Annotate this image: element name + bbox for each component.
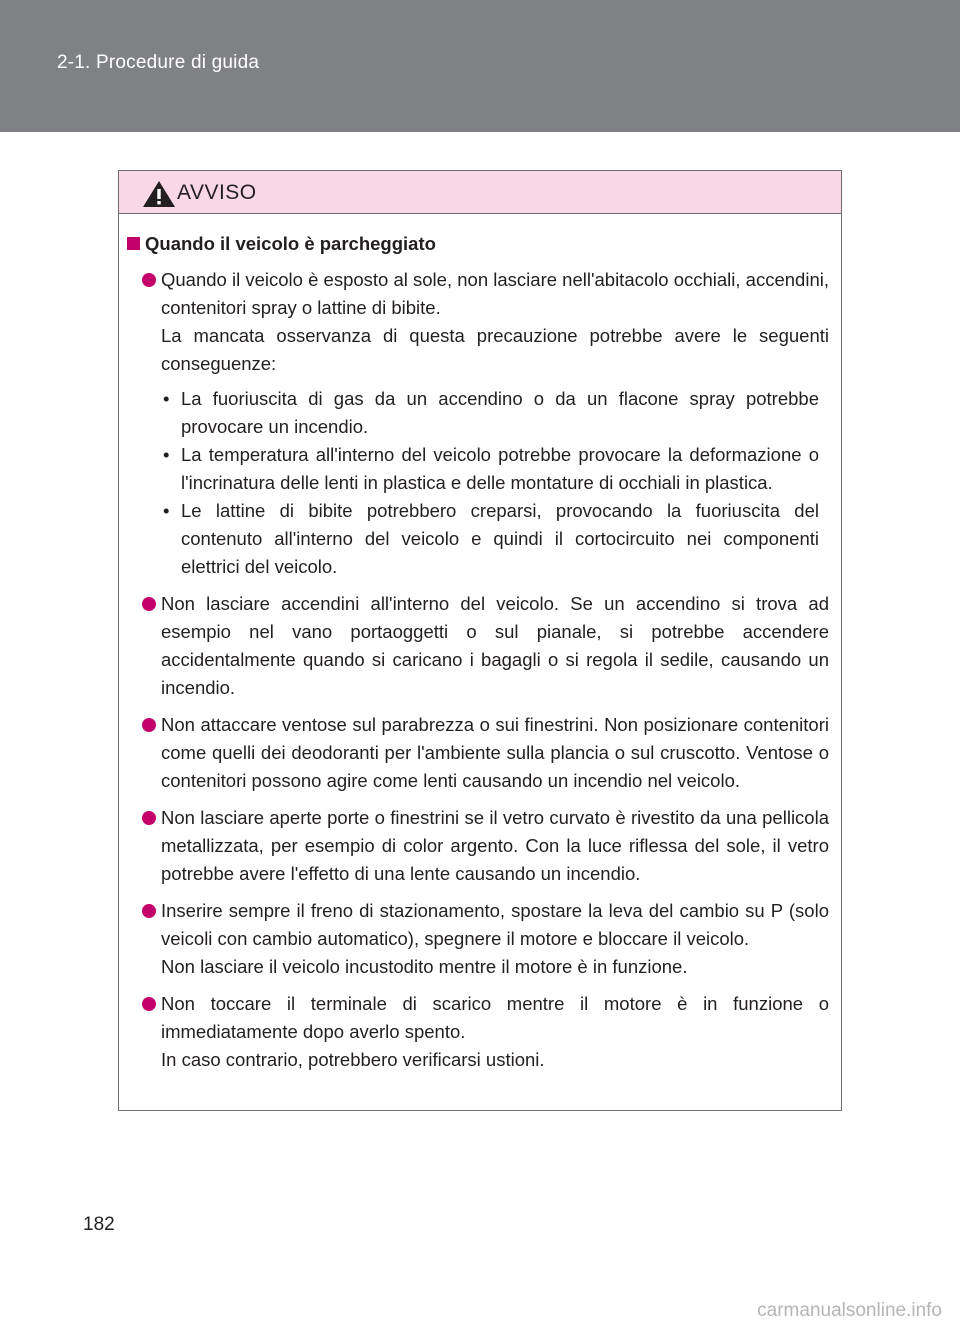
- warning-title: AVVISO: [177, 181, 257, 204]
- item-paragraph: Non lasciare aperte porte o finestrini se il vetro curvato è rivestito da una pellicola metallizzata, per esempio di color argento. Con la luce riflessa del sole, il vetro potrebbe avere l'effetto di una lente causando un incendio.: [161, 807, 829, 884]
- warning-triangle-icon: [141, 179, 177, 209]
- item-paragraph: Non lasciare accendini all'interno del veicolo. Se un accendino si trova ad esempio nel vano portaoggetti o sul pianale, si potrebbe accendere accidentalmente quando si caricano i bagagli o si regola il sedile, causando un incendio.: [161, 593, 829, 698]
- dot-bullet-icon: •: [163, 388, 170, 409]
- sub-list-item: • La temperatura all'interno del veicolo potrebbe provocare la deformazione o l'incrinatura delle lenti in plastica e delle montature di occhiali in plastica.: [161, 441, 829, 497]
- dot-bullet-icon: •: [163, 500, 170, 521]
- square-bullet-icon: [127, 237, 140, 250]
- circle-bullet-icon: [142, 811, 156, 825]
- warning-header: [119, 171, 841, 214]
- sub-list-item: • La fuoriuscita di gas da un accendino o da un flacone spray potrebbe provocare un incendio.: [161, 385, 829, 441]
- list-item: [119, 990, 841, 1074]
- page-header: [0, 0, 960, 132]
- circle-bullet-icon: [142, 718, 156, 732]
- circle-bullet-icon: [142, 997, 156, 1011]
- watermark: carmanualsonline.info: [757, 1300, 942, 1321]
- list-item: [119, 711, 841, 795]
- warning-box: [118, 170, 842, 1111]
- warning-subheading: [127, 229, 841, 258]
- page-number: 182: [83, 1214, 115, 1235]
- item-paragraph: Inserire sempre il freno di stazionamento, spostare la leva del cambio su P (solo veicoli con cambio automatico), spegnere il motore e bloccare il veicolo.: [161, 900, 829, 949]
- item-paragraph: Non toccare il terminale di scarico mentre il motore è in funzione o immediatamente dopo averlo spento.: [161, 993, 829, 1042]
- dot-bullet-icon: •: [163, 444, 170, 465]
- list-item: [119, 266, 841, 581]
- item-paragraph: Non lasciare il veicolo incustodito mentre il motore è in funzione.: [161, 956, 688, 977]
- circle-bullet-icon: [142, 273, 156, 287]
- sub-list-item: • Le lattine di bibite potrebbero creparsi, provocando la fuoriuscita del contenuto all'interno del veicolo e quindi il cortocircuito nei componenti elettrici del veicolo.: [161, 497, 829, 581]
- item-paragraph: In caso contrario, potrebbero verificarsi ustioni.: [161, 1049, 545, 1070]
- list-item: [119, 590, 841, 702]
- subheading-text: Quando il veicolo è parcheggiato: [145, 233, 436, 254]
- circle-bullet-icon: [142, 904, 156, 918]
- sub-list: [161, 385, 829, 581]
- circle-bullet-icon: [142, 597, 156, 611]
- warning-body: [119, 214, 841, 1074]
- list-item: [119, 897, 841, 981]
- item-paragraph: La mancata osservanza di questa precauzione potrebbe avere le seguenti conseguenze:: [161, 325, 829, 374]
- section-title: 2-1. Procedure di guida: [57, 52, 260, 73]
- list-item: [119, 804, 841, 888]
- item-paragraph: Non attaccare ventose sul parabrezza o sui finestrini. Non posizionare contenitori come quelli dei deodoranti per l'ambiente sulla plancia o sul cruscotto. Ventose o contenitori possono agire come lenti causando un incendio nel veicolo.: [161, 714, 829, 791]
- item-paragraph: Quando il veicolo è esposto al sole, non lasciare nell'abitacolo occhiali, accendini, contenitori spray o lattine di bibite.: [161, 269, 829, 318]
